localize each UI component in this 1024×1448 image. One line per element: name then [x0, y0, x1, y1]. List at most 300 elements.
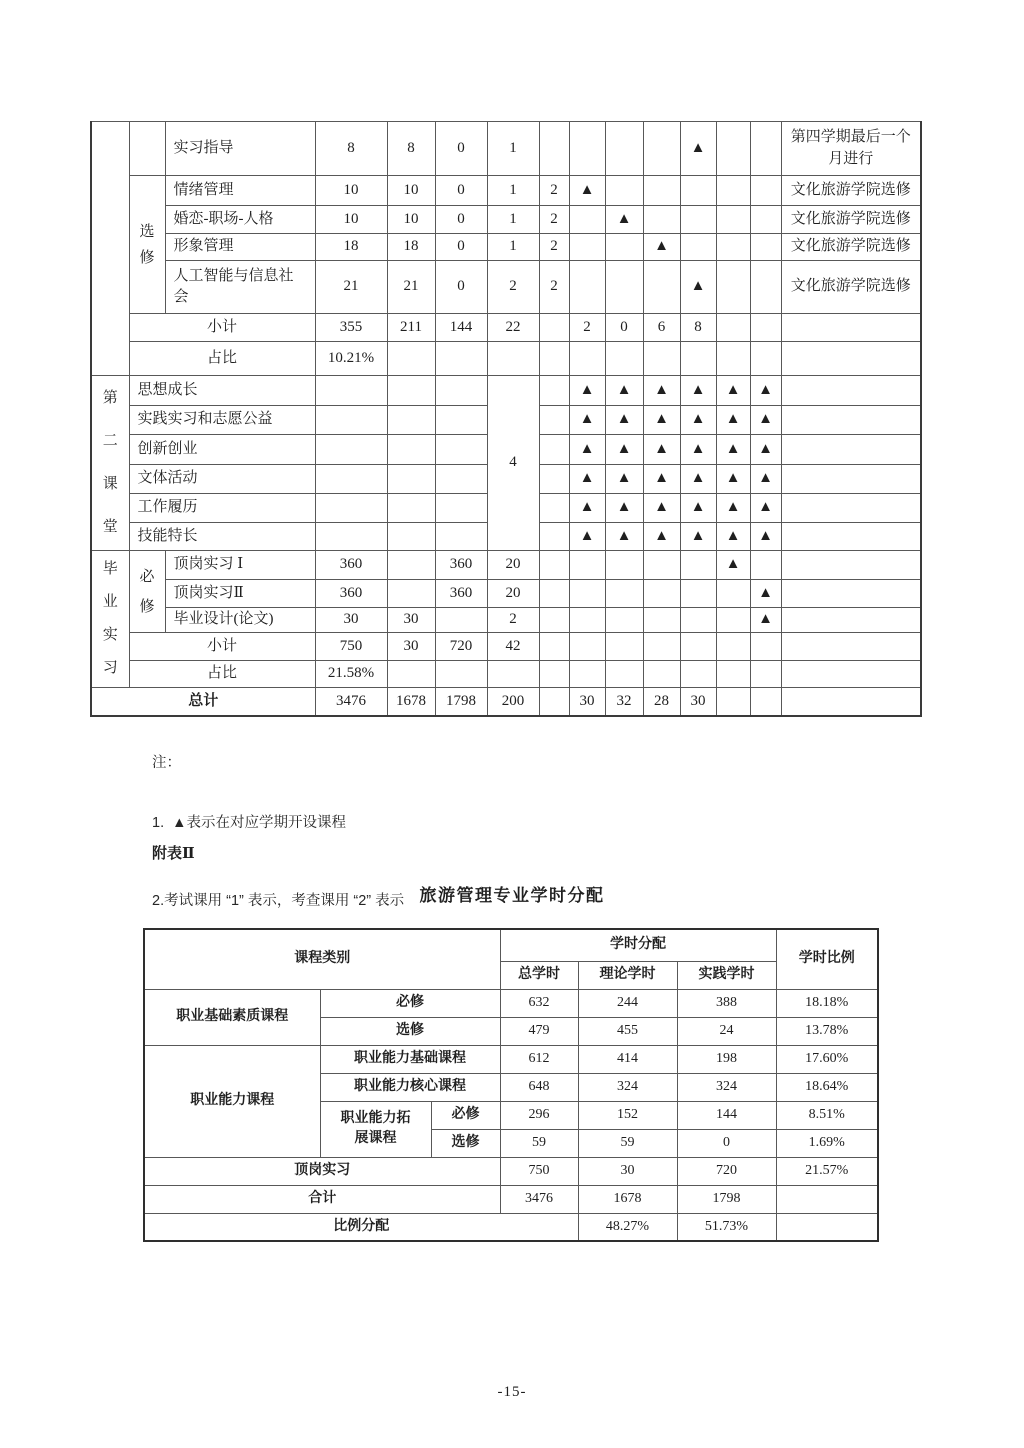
semester-1-cell: 30	[569, 688, 605, 716]
total-hours-cell: 360	[315, 551, 387, 580]
semester-4-cell	[680, 633, 716, 661]
semester-4-cell	[680, 661, 716, 688]
total-hours-cell: 296	[500, 1101, 578, 1129]
course-name-cell: 毕业设计(论文)	[165, 608, 315, 633]
semester-2-cell	[605, 633, 643, 661]
assessment-cell	[539, 580, 569, 608]
category-cell	[91, 551, 129, 688]
ratio-cell: 21.57%	[776, 1157, 878, 1185]
practice-hours-cell: 1798	[435, 688, 487, 716]
assessment-cell	[539, 661, 569, 688]
total-hours-cell: 612	[500, 1045, 578, 1073]
semester-1-cell	[569, 633, 605, 661]
subcategory-label: 选修	[139, 223, 155, 266]
practice-hours-cell	[435, 376, 487, 406]
semester-1-cell	[569, 206, 605, 234]
semester-2-cell	[605, 234, 643, 261]
semester-6-cell: ▲	[750, 580, 781, 608]
semester-6-cell: ▲	[750, 465, 781, 494]
theory-hours-cell	[387, 405, 435, 435]
table-row	[91, 688, 921, 716]
semester-3-cell: ▲	[643, 234, 680, 261]
semester-4-cell: ▲	[680, 523, 716, 551]
note-cell	[781, 465, 921, 494]
assessment-cell	[539, 551, 569, 580]
theory-hours-cell: 10	[387, 176, 435, 206]
semester-5-cell	[716, 314, 750, 342]
total-hours-cell	[315, 376, 387, 406]
subcategory-cell: 选修	[320, 1017, 500, 1045]
semester-2-cell	[605, 608, 643, 633]
practice-hours-cell	[435, 661, 487, 688]
practice-hours-cell: 1798	[677, 1185, 776, 1213]
total-hours-cell: 8	[315, 122, 387, 176]
total-hours-cell: 10.21%	[315, 342, 387, 376]
semester-3-cell: 6	[643, 314, 680, 342]
semester-6-cell	[750, 551, 781, 580]
semester-6-cell	[750, 176, 781, 206]
column-header-theory-hours: 理论学时	[578, 961, 677, 989]
semester-4-cell: ▲	[680, 122, 716, 176]
semester-2-cell: ▲	[605, 376, 643, 406]
credit-cell: 22	[487, 314, 539, 342]
practice-hours-cell	[435, 435, 487, 465]
semester-3-cell: 28	[643, 688, 680, 716]
course-name-cell: 顶岗实习Ⅱ	[165, 580, 315, 608]
semester-3-cell: ▲	[643, 465, 680, 494]
practice-hours-cell: 144	[677, 1101, 776, 1129]
credit-cell: 20	[487, 580, 539, 608]
semester-6-cell	[750, 661, 781, 688]
semester-5-cell: ▲	[716, 493, 750, 523]
practice-hours-cell: 51.73%	[677, 1213, 776, 1241]
semester-2-cell	[605, 342, 643, 376]
total-hours-cell: 648	[500, 1073, 578, 1101]
practice-hours-cell	[435, 523, 487, 551]
practice-hours-cell: 0	[435, 122, 487, 176]
total-hours-cell: 3476	[315, 688, 387, 716]
semester-5-cell: ▲	[716, 435, 750, 465]
course-name-cell: 情绪管理	[165, 176, 315, 206]
semester-1-cell: ▲	[569, 405, 605, 435]
semester-3-cell	[643, 176, 680, 206]
course-name-cell: 文体活动	[129, 465, 315, 494]
table-row	[91, 580, 921, 608]
total-hours-cell	[315, 493, 387, 523]
row-label-cell: 占比	[129, 342, 315, 376]
theory-hours-cell: 1678	[387, 688, 435, 716]
semester-4-cell: 30	[680, 688, 716, 716]
note-cell: 文化旅游学院选修	[781, 261, 921, 314]
total-hours-cell: 479	[500, 1017, 578, 1045]
assessment-cell	[539, 314, 569, 342]
assessment-cell: 2	[539, 261, 569, 314]
credit-cell: 42	[487, 633, 539, 661]
ratio-cell: 18.18%	[776, 989, 878, 1017]
theory-hours-cell	[387, 580, 435, 608]
assessment-cell	[539, 523, 569, 551]
semester-1-cell	[569, 342, 605, 376]
semester-6-cell	[750, 234, 781, 261]
semester-2-cell	[605, 580, 643, 608]
semester-5-cell	[716, 688, 750, 716]
semester-3-cell	[643, 261, 680, 314]
theory-hours-cell: 18	[387, 234, 435, 261]
note-cell: 文化旅游学院选修	[781, 176, 921, 206]
semester-1-cell	[569, 661, 605, 688]
practice-hours-cell: 0	[435, 261, 487, 314]
category-cell: 职业基础素质课程	[144, 989, 320, 1045]
theory-hours-cell: 152	[578, 1101, 677, 1129]
course-name-cell: 工作履历	[129, 493, 315, 523]
category-label: 第二课堂	[102, 390, 118, 535]
semester-3-cell: ▲	[643, 405, 680, 435]
semester-4-cell	[680, 580, 716, 608]
assessment-cell	[539, 688, 569, 716]
practice-hours-cell: 198	[677, 1045, 776, 1073]
semester-5-cell	[716, 661, 750, 688]
semester-2-cell	[605, 122, 643, 176]
table-row	[91, 206, 921, 234]
course-name-cell: 人工智能与信息社会	[165, 261, 315, 314]
subcategory-cell	[129, 551, 165, 633]
course-schedule-table	[90, 121, 922, 717]
semester-6-cell	[750, 342, 781, 376]
semester-1-cell: ▲	[569, 493, 605, 523]
total-hours-cell	[315, 523, 387, 551]
course-name-cell: 婚恋-职场-人格	[165, 206, 315, 234]
total-hours-cell: 750	[500, 1157, 578, 1185]
table-row	[91, 176, 921, 206]
total-hours-cell: 59	[500, 1129, 578, 1157]
ratio-cell: 17.60%	[776, 1045, 878, 1073]
semester-3-cell	[643, 633, 680, 661]
course-name-cell: 实践实习和志愿公益	[129, 405, 315, 435]
credit-cell: 1	[487, 234, 539, 261]
semester-2-cell: ▲	[605, 405, 643, 435]
table-row	[144, 1213, 878, 1241]
total-hours-cell: 750	[315, 633, 387, 661]
semester-5-cell	[716, 261, 750, 314]
note-cell	[781, 551, 921, 580]
semester-4-cell: ▲	[680, 261, 716, 314]
table-row	[91, 122, 921, 176]
credit-cell: 200	[487, 688, 539, 716]
category-label: 毕业实习	[102, 561, 118, 676]
table-row	[144, 989, 878, 1017]
theory-hours-cell: 48.27%	[578, 1213, 677, 1241]
theory-hours-cell: 21	[387, 261, 435, 314]
table-row	[144, 1157, 878, 1185]
semester-2-cell	[605, 551, 643, 580]
semester-2-cell: 0	[605, 314, 643, 342]
semester-3-cell	[643, 122, 680, 176]
theory-hours-cell: 30	[387, 633, 435, 661]
semester-4-cell	[680, 551, 716, 580]
notes	[152, 719, 404, 942]
practice-hours-cell: 144	[435, 314, 487, 342]
theory-hours-cell: 10	[387, 206, 435, 234]
theory-hours-cell: 455	[578, 1017, 677, 1045]
semester-6-cell	[750, 633, 781, 661]
semester-3-cell	[643, 661, 680, 688]
practice-hours-cell	[435, 465, 487, 494]
course-name-cell: 实习指导	[165, 122, 315, 176]
ratio-cell: 18.64%	[776, 1073, 878, 1101]
note-cell	[781, 633, 921, 661]
assessment-cell: 2	[539, 176, 569, 206]
semester-2-cell: ▲	[605, 206, 643, 234]
credit-cell: 1	[487, 176, 539, 206]
semester-4-cell: 8	[680, 314, 716, 342]
category-cell: 职业能力课程	[144, 1045, 320, 1157]
semester-2-cell: ▲	[605, 523, 643, 551]
semester-1-cell	[569, 261, 605, 314]
assessment-cell	[539, 633, 569, 661]
theory-hours-cell: 59	[578, 1129, 677, 1157]
empty-cell	[129, 122, 165, 176]
semester-5-cell: ▲	[716, 523, 750, 551]
total-hours-cell: 21	[315, 261, 387, 314]
ratio-cell: 8.51%	[776, 1101, 878, 1129]
theory-hours-cell: 30	[387, 608, 435, 633]
assessment-cell	[539, 465, 569, 494]
semester-4-cell: ▲	[680, 405, 716, 435]
credit-cell: 4	[487, 376, 539, 551]
semester-3-cell	[643, 608, 680, 633]
theory-hours-cell	[387, 465, 435, 494]
assessment-cell	[539, 405, 569, 435]
total-hours-cell: 30	[315, 608, 387, 633]
note-cell: 文化旅游学院选修	[781, 234, 921, 261]
practice-hours-cell	[435, 405, 487, 435]
total-hours-cell: 3476	[500, 1185, 578, 1213]
practice-hours-cell: 24	[677, 1017, 776, 1045]
credit-cell: 2	[487, 608, 539, 633]
ratio-cell: 13.78%	[776, 1017, 878, 1045]
semester-1-cell	[569, 122, 605, 176]
credit-cell: 1	[487, 122, 539, 176]
page-number: -15-	[497, 1384, 527, 1400]
assessment-cell	[539, 122, 569, 176]
semester-5-cell	[716, 176, 750, 206]
semester-6-cell	[750, 122, 781, 176]
row-label-cell: 顶岗实习	[144, 1157, 500, 1185]
subcategory-cell: 职业能力基础课程	[320, 1045, 500, 1073]
note-cell	[781, 608, 921, 633]
practice-hours-cell	[435, 493, 487, 523]
practice-hours-cell: 0	[677, 1129, 776, 1157]
theory-hours-cell: 211	[387, 314, 435, 342]
table-row	[144, 1185, 878, 1213]
semester-5-cell	[716, 580, 750, 608]
semester-2-cell: ▲	[605, 435, 643, 465]
column-header-ratio: 学时比例	[776, 929, 878, 989]
column-header-distribution: 学时分配	[500, 929, 776, 961]
subcategory-cell	[129, 176, 165, 314]
total-hours-cell: 632	[500, 989, 578, 1017]
column-header-total-hours: 总学时	[500, 961, 578, 989]
note-cell: 文化旅游学院选修	[781, 206, 921, 234]
theory-hours-cell	[387, 493, 435, 523]
theory-hours-cell	[387, 551, 435, 580]
semester-1-cell	[569, 580, 605, 608]
credit-cell	[487, 661, 539, 688]
subcategory-cell: 必修	[320, 989, 500, 1017]
assessment-cell: 2	[539, 206, 569, 234]
credit-cell: 20	[487, 551, 539, 580]
assessment-cell	[539, 608, 569, 633]
semester-4-cell	[680, 206, 716, 234]
theory-hours-cell: 1678	[578, 1185, 677, 1213]
practice-hours-cell: 720	[435, 633, 487, 661]
semester-2-cell	[605, 661, 643, 688]
total-hours-cell	[315, 435, 387, 465]
note-cell	[781, 405, 921, 435]
practice-hours-cell: 324	[677, 1073, 776, 1101]
note-cell	[781, 376, 921, 406]
theory-hours-cell	[387, 523, 435, 551]
practice-hours-cell: 360	[435, 551, 487, 580]
semester-3-cell	[643, 551, 680, 580]
table-row	[91, 342, 921, 376]
semester-6-cell	[750, 314, 781, 342]
practice-hours-cell: 360	[435, 580, 487, 608]
hours-distribution-table	[143, 928, 879, 1242]
course-name-cell: 思想成长	[129, 376, 315, 406]
theory-hours-cell	[387, 661, 435, 688]
column-header-category: 课程类别	[144, 929, 500, 989]
ratio-cell: 1.69%	[776, 1129, 878, 1157]
semester-5-cell: ▲	[716, 551, 750, 580]
semester-2-cell: ▲	[605, 465, 643, 494]
semester-4-cell	[680, 608, 716, 633]
semester-6-cell	[750, 261, 781, 314]
row-label-cell: 比例分配	[144, 1213, 578, 1241]
note-cell	[781, 688, 921, 716]
semester-1-cell: ▲	[569, 376, 605, 406]
practice-hours-cell: 720	[677, 1157, 776, 1185]
total-hours-cell	[315, 465, 387, 494]
grand-total-label-cell: 总计	[91, 688, 315, 716]
semester-5-cell	[716, 122, 750, 176]
semester-5-cell: ▲	[716, 465, 750, 494]
semester-6-cell: ▲	[750, 376, 781, 406]
semester-6-cell	[750, 206, 781, 234]
semester-6-cell: ▲	[750, 523, 781, 551]
practice-hours-cell: 0	[435, 176, 487, 206]
semester-6-cell: ▲	[750, 405, 781, 435]
semester-1-cell	[569, 608, 605, 633]
subcategory-cell: 职业能力核心课程	[320, 1073, 500, 1101]
note-cell	[781, 435, 921, 465]
semester-6-cell: ▲	[750, 435, 781, 465]
table-row	[144, 929, 878, 961]
semester-4-cell: ▲	[680, 376, 716, 406]
assessment-cell	[539, 493, 569, 523]
column-header-practice-hours: 实践学时	[677, 961, 776, 989]
note-item: 2.考试课用 “1” 表示，考查课用 “2” 表示	[152, 893, 405, 909]
semester-1-cell	[569, 234, 605, 261]
table-title: 旅游管理专业学时分配	[419, 886, 605, 905]
theory-hours-cell: 414	[578, 1045, 677, 1073]
total-hours-cell: 10	[315, 176, 387, 206]
semester-4-cell: ▲	[680, 435, 716, 465]
semester-3-cell: ▲	[643, 376, 680, 406]
row-label-cell: 小计	[129, 314, 315, 342]
semester-4-cell	[680, 342, 716, 376]
semester-3-cell	[643, 206, 680, 234]
ratio-cell	[776, 1213, 878, 1241]
semester-3-cell	[643, 580, 680, 608]
note-cell	[781, 314, 921, 342]
total-hours-cell: 355	[315, 314, 387, 342]
semester-1-cell: ▲	[569, 176, 605, 206]
table-row	[91, 261, 921, 314]
note-cell: 第四学期最后一个月进行	[781, 122, 921, 176]
semester-3-cell	[643, 342, 680, 376]
row-label-cell: 小计	[129, 633, 315, 661]
semester-1-cell: 2	[569, 314, 605, 342]
category-cell	[91, 376, 129, 551]
semester-4-cell: ▲	[680, 493, 716, 523]
semester-5-cell: ▲	[716, 405, 750, 435]
total-hours-cell: 21.58%	[315, 661, 387, 688]
row-label-cell: 占比	[129, 661, 315, 688]
semester-5-cell: ▲	[716, 376, 750, 406]
practice-hours-cell	[435, 608, 487, 633]
semester-6-cell: ▲	[750, 493, 781, 523]
semester-5-cell	[716, 206, 750, 234]
semester-2-cell	[605, 261, 643, 314]
theory-hours-cell	[387, 376, 435, 406]
course-name-cell: 技能特长	[129, 523, 315, 551]
total-hours-cell: 18	[315, 234, 387, 261]
table-row	[91, 608, 921, 633]
table-row	[144, 1045, 878, 1073]
note-cell	[781, 661, 921, 688]
semester-5-cell	[716, 608, 750, 633]
credit-cell	[487, 342, 539, 376]
table-row	[91, 376, 921, 406]
semester-1-cell	[569, 551, 605, 580]
credit-cell: 1	[487, 206, 539, 234]
course-name-cell: 顶岗实习 Ⅰ	[165, 551, 315, 580]
assessment-cell	[539, 342, 569, 376]
total-hours-cell: 10	[315, 206, 387, 234]
semester-5-cell	[716, 633, 750, 661]
assessment-cell	[539, 435, 569, 465]
semester-3-cell: ▲	[643, 523, 680, 551]
course-name-cell: 形象管理	[165, 234, 315, 261]
table-row	[91, 661, 921, 688]
semester-1-cell: ▲	[569, 523, 605, 551]
notes-label: 注：	[152, 755, 181, 771]
semester-6-cell	[750, 688, 781, 716]
theory-hours-cell: 244	[578, 989, 677, 1017]
note-cell	[781, 523, 921, 551]
total-hours-cell: 360	[315, 580, 387, 608]
semester-4-cell	[680, 176, 716, 206]
table-row	[91, 633, 921, 661]
credit-cell: 2	[487, 261, 539, 314]
table-row	[91, 551, 921, 580]
semester-1-cell: ▲	[569, 465, 605, 494]
theory-hours-cell: 8	[387, 122, 435, 176]
assessment-cell: 2	[539, 234, 569, 261]
assessment-cell	[539, 376, 569, 406]
semester-6-cell: ▲	[750, 608, 781, 633]
